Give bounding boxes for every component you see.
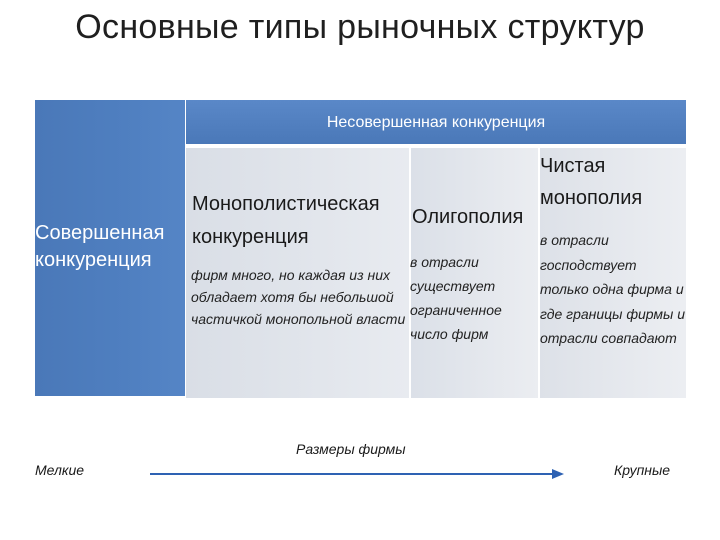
- pure-monopoly-line2: монополия: [540, 187, 643, 209]
- page-title: Основные типы рыночных структур: [75, 8, 645, 46]
- firm-size-axis-label: Размеры фирмы: [296, 441, 406, 457]
- imperfect-competition-header: Несовершенная конкуренция: [186, 100, 686, 144]
- monopolistic-line1: Монополистическая: [192, 193, 380, 215]
- firm-size-arrow: [148, 466, 568, 482]
- pure-monopoly-line1: Чистая: [540, 155, 606, 177]
- monopolistic-description: фирм много, но каждая из них обладает хотя бы небольшой частичкой монопольной власти: [191, 267, 406, 327]
- pure-monopoly-label: [540, 150, 642, 214]
- perfect-competition-line2: конкуренция: [35, 249, 152, 271]
- oligopoly-label: Олигополия: [412, 206, 524, 228]
- monopolistic-competition-label: [192, 188, 380, 254]
- monopolistic-line2: конкуренция: [192, 226, 309, 248]
- small-firms-label: Мелкие: [35, 462, 85, 478]
- pure-monopoly-description: в отрасли господствует только одна фирма и где границы фирмы и отрасли совпадают: [540, 232, 686, 346]
- oligopoly-description: в отрасли существует ограниченное число фирм: [410, 254, 502, 342]
- perfect-competition-line1: Совершенная: [35, 222, 165, 244]
- large-firms-label: Крупные: [614, 462, 671, 478]
- perfect-competition-label: [35, 220, 195, 274]
